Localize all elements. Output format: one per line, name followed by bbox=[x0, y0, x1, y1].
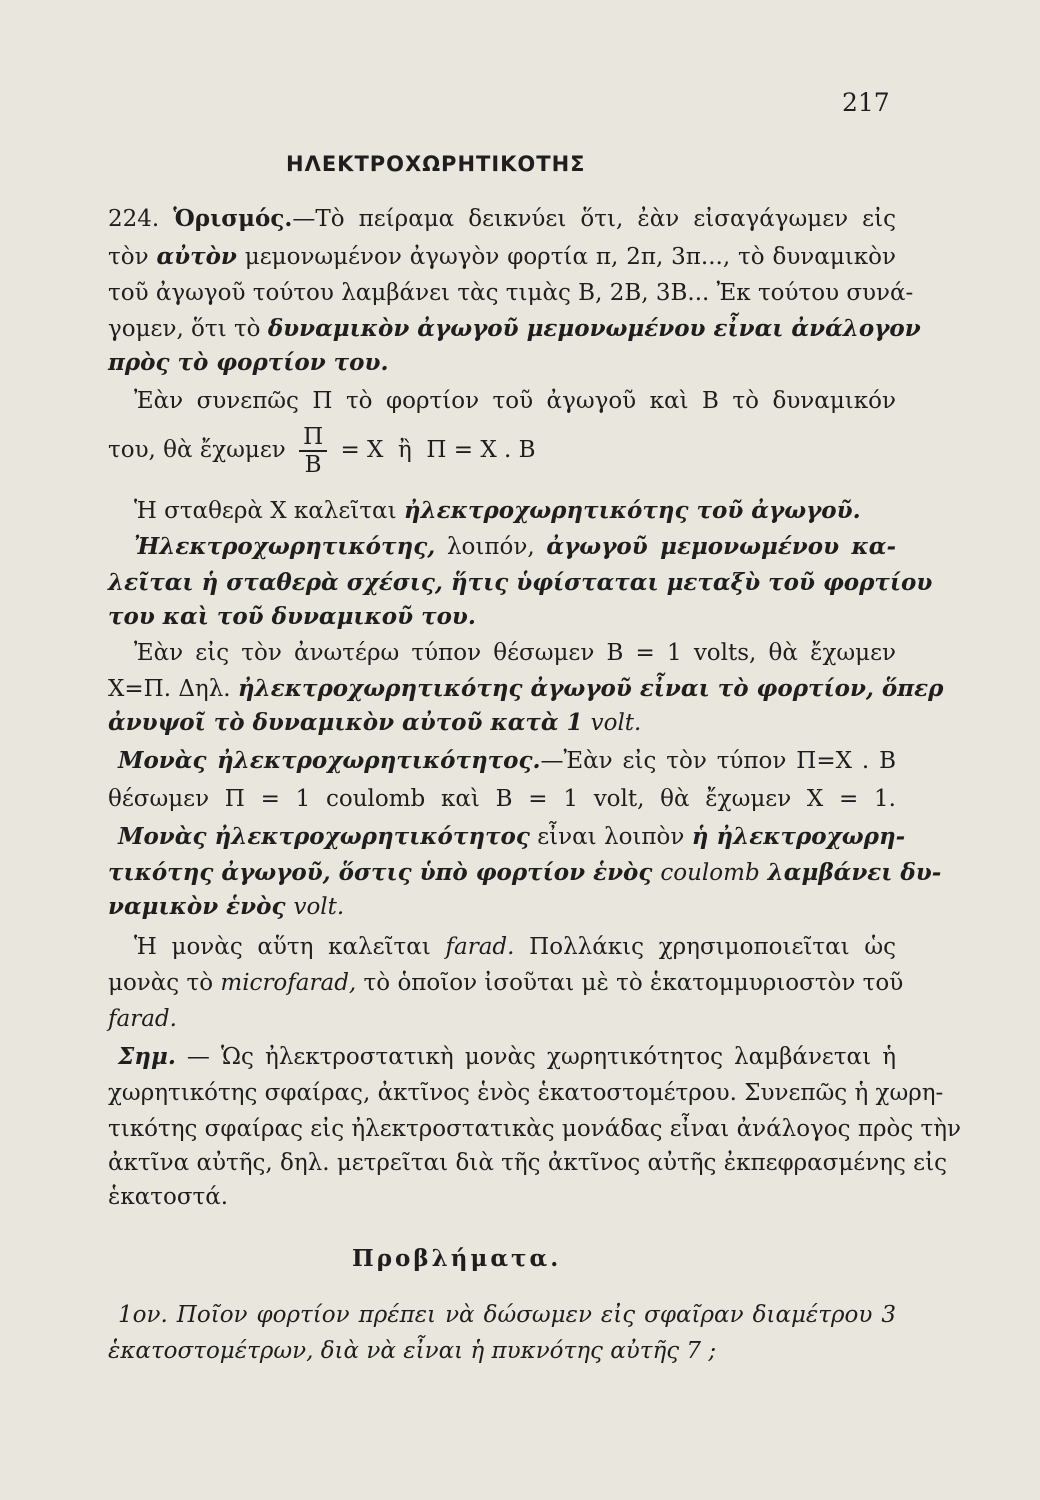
problem-1-line-2: ἑκατοστομέτρων, διὰ νὰ εἶναι ἡ πυκνότης αὐτῆς 7 ; bbox=[108, 1338, 717, 1364]
definition-line-4: γομεν, ὅτι τὸ δυναμικὸν ἀγωγοῦ μεμονωμένου εἶναι ἀνάλογον bbox=[108, 315, 921, 342]
definition-line-3: τοῦ ἀγωγοῦ τούτου λαμβάνει τὰς τιμὰς Β, 2Β, 3Β... Ἐκ τούτου συνά- bbox=[108, 280, 914, 306]
capacity-def-line-3: του καὶ τοῦ δυναμικοῦ του. bbox=[108, 603, 476, 630]
note-label: Σημ. bbox=[118, 1043, 176, 1070]
formula-line: του, θὰ ἔχωμεν $\frac{\Pi}{B}$ = Χ ἢ Π = Χ . Β bbox=[108, 424, 536, 478]
note-line-2: χωρητικότης σφαίρας, ἀκτῖνος ἑνὸς ἑκατοστομέτρου. Συνεπῶς ἡ χωρη- bbox=[108, 1080, 944, 1106]
capacity-def-line-2: λεῖται ἡ σταθερὰ σχέσις, ἥτις ὑφίσταται μεταξὺ τοῦ φορτίου bbox=[108, 569, 933, 596]
farad-line-2: μονὰς τὸ microfarad, τὸ ὁποῖον ἰσοῦται μὲ τὸ ἑκατομμυριοστὸν τοῦ bbox=[108, 970, 904, 996]
section-heading: ΗΛΕΚΤΡΟΧΩΡΗΤΙΚΟΤΗΣ bbox=[286, 152, 586, 176]
unit-def-line-1: Μονὰς ἠλεκτροχωρητικότητος εἶναι λοιπὸν ἡ ἠλεκτροχωρη- bbox=[118, 823, 906, 850]
definition-title: Ὁρισμός. bbox=[173, 205, 293, 232]
note-line-4: ἀκτῖνα αὐτῆς, δηλ. μετρεῖται διὰ τῆς ἀκτῖνος αὐτῆς ἐκπεφρασμένης εἰς bbox=[108, 1150, 947, 1176]
fraction bbox=[299, 424, 327, 478]
farad-line-1: Ἡ μονὰς αὕτη καλεῖται farad. Πολλάκις χρησιμοποιεῖται ὡς bbox=[134, 934, 896, 960]
capacity-def-line-1: Ἠλεκτροχωρητικότης, λοιπόν, ἀγωγοῦ μεμονωμένου κα- bbox=[134, 533, 896, 560]
problems-heading: Προβλήματα. bbox=[352, 1245, 562, 1272]
note-line-1: Σημ. — Ὡς ἠλεκτροστατικὴ μονὰς χωρητικότητος λαμβάνεται ἡ bbox=[118, 1043, 896, 1070]
definition-line-1: 224. Ὁρισμός.—Τὸ πείραμα δεικνύει ὅτι, ἐὰν εἰσαγάγωμεν εἰς bbox=[108, 205, 896, 232]
volts-line-3: ἀνυψοῖ τὸ δυναμικὸν αὐτοῦ κατὰ 1 volt. bbox=[108, 709, 642, 736]
problem-1-line-1: 1ον. Ποῖον φορτίον πρέπει νὰ δώσωμεν εἰς σφαῖραν διαμέτρου 3 bbox=[118, 1302, 896, 1328]
constant-line: Ἡ σταθερὰ Χ καλεῖται ἠλεκτροχωρητικότης τοῦ ἀγωγοῦ. bbox=[134, 497, 861, 524]
unit-line-1: Μονὰς ἠλεκτροχωρητικότητος.—Ἐὰν εἰς τὸν τύπον Π=Χ . Β bbox=[118, 747, 896, 774]
fraction-denominator: Β bbox=[304, 452, 322, 478]
volts-line-2: Χ=Π. Δηλ. ἠλεκτροχωρητικότης ἀγωγοῦ εἶναι τὸ φορτίον, ὅπερ bbox=[108, 675, 944, 702]
note-line-5: ἑκατοστά. bbox=[108, 1184, 229, 1210]
unit-def-line-2: τικότης ἀγωγοῦ, ὅστις ὑπὸ φορτίον ἑνὸς coulomb λαμβάνει δυ- bbox=[108, 859, 942, 886]
section-number: 224. bbox=[108, 206, 160, 232]
unit-def-line-3: ναμικὸν ἑνὸς volt. bbox=[108, 893, 345, 920]
definition-line-2: τὸν αὐτὸν μεμονωμένον ἀγωγὸν φορτία π, 2π, 3π..., τὸ δυναμικὸν bbox=[108, 243, 896, 270]
volts-line-1: Ἐὰν εἰς τὸν ἀνωτέρω τύπον θέσωμεν Β = 1 volts, θὰ ἔχωμεν bbox=[134, 640, 896, 666]
definition-line-5: πρὸς τὸ φορτίον του. bbox=[108, 349, 389, 376]
fraction-numerator: Π bbox=[299, 424, 327, 452]
note-line-3: τικότης σφαίρας εἰς ἠλεκτροστατικὰς μονάδας εἶναι ἀνάλογος πρὸς τὴν bbox=[108, 1116, 961, 1142]
farad-line-3: farad. bbox=[108, 1006, 177, 1032]
unit-line-2: θέσωμεν Π = 1 coulomb καὶ Β = 1 volt, θὰ ἔχωμεν Χ = 1. bbox=[108, 786, 896, 812]
formula-intro-line: Ἐὰν συνεπῶς Π τὸ φορτίον τοῦ ἀγωγοῦ καὶ Β τὸ δυναμικόν bbox=[134, 388, 896, 414]
page-number: 217 bbox=[842, 88, 890, 117]
